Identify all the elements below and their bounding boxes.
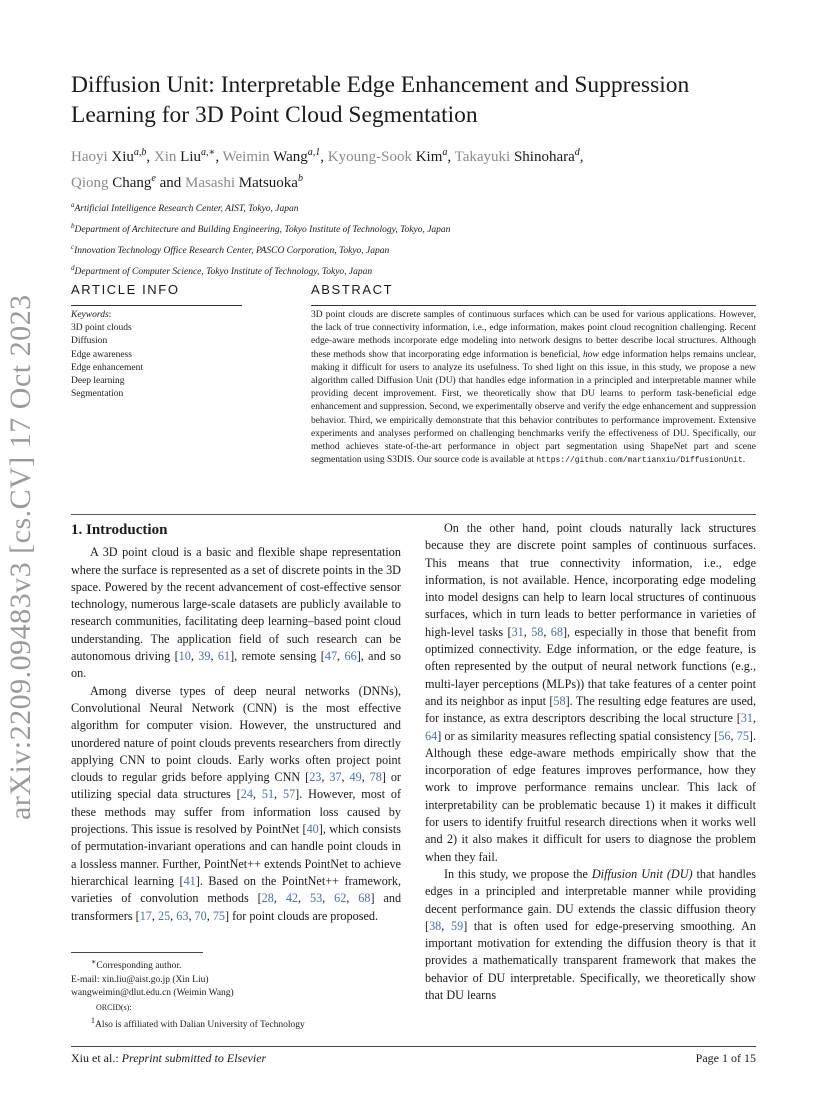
author-given-name: Kyoung-Sook bbox=[327, 149, 412, 165]
affiliation-text: Department of Architecture and Building Engineering, Tokyo Institute of Technology, Tokyo, Japan bbox=[74, 225, 451, 236]
abstract-emphasis: how bbox=[582, 349, 599, 360]
affiliation-text: Department of Computer Science, Tokyo Institute of Technology, Tokyo, Japan bbox=[74, 266, 373, 277]
citation-link[interactable]: 51 bbox=[261, 787, 275, 802]
citation-link[interactable]: 39 bbox=[198, 649, 211, 664]
keyword: Edge awareness bbox=[71, 349, 132, 360]
author-affiliation-mark: a,1 bbox=[307, 147, 321, 158]
paragraph: In this study, we propose the Diffusion Unit (DU) that handles edges in a principled and interpretable manner while providing decent performance gain. DU extends the classic diffusion theory [38, 59] that is often used for edge-preserving smoothing. An important motivation for extending the diffusion theory is that it provides a mathematically transparent framework that makes the behavior of DU interpretable. Specifically, we theoretically show that DU learns bbox=[425, 866, 757, 1003]
author bbox=[71, 149, 146, 165]
header-separator bbox=[71, 514, 756, 515]
author-family-name: Wang bbox=[273, 149, 308, 165]
corresponding-note: Corresponding author. bbox=[96, 961, 182, 972]
citation-link[interactable]: 47 bbox=[324, 649, 338, 664]
paper-title: Diffusion Unit: Interpretable Edge Enhancement and Suppression Learning for 3D Point Cloud Segmentation bbox=[71, 72, 690, 128]
author bbox=[223, 149, 321, 165]
author-and: and bbox=[159, 175, 182, 191]
author-family-name: Xiu bbox=[111, 149, 134, 165]
citation-link[interactable]: 23 bbox=[309, 770, 322, 785]
keywords-list bbox=[71, 322, 241, 401]
citation-link[interactable]: 17 bbox=[139, 908, 152, 923]
citation-link[interactable]: 10 bbox=[178, 649, 191, 664]
author bbox=[185, 175, 303, 191]
citation-link[interactable]: 53 bbox=[309, 891, 323, 906]
author-given-name: Qiong bbox=[71, 175, 109, 191]
abstract-rule bbox=[311, 305, 756, 306]
footnotes: ∗Corresponding author. E-mail: xin.liu@aist.go.jp (Xin Liu) wangweimin@dlut.edu.cn (Weimin Wang) ORCID(s): $^1$Also is affiliated with Dalian University of Technology bbox=[71, 955, 401, 1033]
citation-link[interactable]: 75 bbox=[736, 728, 749, 743]
author-given-name: Xin bbox=[153, 149, 177, 165]
citation-link[interactable]: 68 bbox=[358, 891, 371, 906]
citation-link[interactable]: 42 bbox=[285, 891, 298, 906]
keywords-block: Keywords: 3D point clouds Diffusion Edge awareness Edge enhancement Deep learning Segmentation bbox=[71, 309, 241, 401]
article-info-heading: ARTICLE INFO bbox=[71, 282, 180, 297]
emphasis: Diffusion Unit (DU) bbox=[591, 866, 693, 881]
orcid-label: ORCID(s): bbox=[96, 1002, 132, 1012]
citation-link[interactable]: 64 bbox=[425, 728, 438, 743]
arxiv-stamp: arXiv:2209.09483v3 [cs.CV] 17 Oct 2023 bbox=[4, 294, 37, 820]
citation-link[interactable]: 75 bbox=[212, 908, 226, 923]
affiliation-mark: a bbox=[71, 201, 75, 209]
right-column bbox=[425, 520, 756, 1004]
author-affiliation-mark: b bbox=[297, 173, 303, 184]
citation-link[interactable]: 63 bbox=[176, 908, 189, 923]
author-affiliation-mark: a bbox=[442, 147, 448, 158]
citation-link[interactable]: 70 bbox=[194, 908, 207, 923]
author bbox=[154, 149, 215, 165]
footer-left bbox=[71, 1051, 266, 1066]
citation-link[interactable]: 58 bbox=[531, 624, 544, 639]
author-given-name: Takayuki bbox=[454, 149, 511, 165]
author-affiliation-mark: a,∗ bbox=[201, 147, 216, 158]
footer-journal: Preprint submitted to Elsevier bbox=[121, 1051, 267, 1065]
citation-link[interactable]: 68 bbox=[550, 624, 563, 639]
keyword: Diffusion bbox=[71, 336, 108, 347]
paragraph: On the other hand, point clouds naturally lack structures because they are discrete point samples of continuous surfaces. This means that true connectivity information, i.e., edge information, is not available. Hence, incorporating edge modeling into model designs can help to learn local structures of continuous surfaces, which in turn leads to better performance in varieties of high-level tasks [31, 58, 68], especially in those that benefit from optimized connectivity. Edge information, or the edge feature, is often represented by the output of neural network functions (e.g., multi-layer perceptions (MLPs)) that take features of a center point and its neighbor as input [58]. The resulting edge features are used, for instance, as extra descriptors describing the local structure [31, 64] or as similarity measures reflecting spatial consistency [56, 75]. Although these edge-aware methods empirically show that the incorporation of edge features improves performance, how they work to improve performance remains unclear. This lack of interpretability can be problematic because 1) it makes it difficult for users to identify fruitful research directions when it works well and 2) it also makes it difficult for users to diagnose the problem when they fail. bbox=[425, 521, 757, 864]
author-family-name: Liu bbox=[180, 149, 202, 165]
citation-link[interactable]: 59 bbox=[451, 918, 464, 933]
email-xin-liu[interactable]: xin.liu@aist.go.jp (Xin Liu) bbox=[101, 974, 209, 985]
article-info-rule bbox=[71, 305, 242, 306]
keyword: Segmentation bbox=[71, 389, 124, 400]
email-label: E-mail: bbox=[71, 974, 100, 985]
affiliation-list bbox=[71, 197, 771, 280]
abstract-part-2: edge information helps remains unclear, making it difficult for users to analyze its usefulness. To shed light on this issue, in this study, we propose a new algorithm called Diffusion Unit (DU) that handles edge information in a principled and interpretable manner while providing decent improvement. First, we theoretically show that DU learns to perform task-beneficial edge enhancement and suppression. Second, we experimentally observe and verify the edge enhancement and suppression behavior. Third, we empirically demonstrate that this behavior contributes to performance improvement. Extensive experiments and analyses performed on challenging benchmarks verify the effectiveness of DU. Specifically, our method achieves state-of-the-art performance in object part segmentation using ShapeNet part and scene segmentation using S3DIS. Our source code is available at bbox=[311, 349, 757, 466]
abstract-part-1: 3D point clouds are discrete samples of continuous surfaces which can be used for various applications. However, the lack of true connectivity information, i.e., edge information, makes point cloud recognition challenging. Recent edge-aware methods incorporate edge modeling into network designs to better describe local structures. Although these methods show that incorporating edge information is beneficial, bbox=[311, 310, 756, 360]
author bbox=[328, 149, 448, 165]
citation-link[interactable]: 57 bbox=[282, 787, 296, 802]
citation-link[interactable]: 31 bbox=[511, 624, 524, 639]
citation-link[interactable]: 62 bbox=[334, 891, 347, 906]
citation-link[interactable]: 56 bbox=[718, 728, 731, 743]
affiliation-text: Artificial Intelligence Research Center, AIST, Tokyo, Japan bbox=[74, 204, 299, 215]
author-family-name: Shinohara bbox=[513, 149, 575, 165]
author-given-name: Weimin bbox=[222, 149, 270, 165]
page-number: Page 1 of 15 bbox=[695, 1051, 756, 1065]
footer-authors: Xiu et al.: bbox=[71, 1051, 119, 1065]
email-weimin-wang[interactable]: wangweimin@dlut.edu.cn (Weimin Wang) bbox=[71, 988, 234, 999]
affiliation-text: Innovation Technology Office Research Center, PASCO Corporation, Tokyo, Japan bbox=[74, 245, 390, 256]
footnote-rule bbox=[71, 952, 203, 953]
citation-link[interactable]: 25 bbox=[157, 908, 171, 923]
citation-link[interactable]: 38 bbox=[429, 918, 442, 933]
affiliation-mark: d bbox=[71, 263, 75, 272]
author-affiliation-mark: d bbox=[574, 147, 580, 158]
citation-link[interactable]: 58 bbox=[553, 693, 566, 708]
paragraph: A 3D point cloud is a basic and flexible shape representation where the surface is represented as a set of discrete points in the 3D space. Powered by the recent advancement of cost-effective sensor technology, numerous large-scale datasets are publicly available to research communities, facilitating deep learning–based point cloud understanding. The application field of such research can be autonomous driving [10, 39, 61], remote sensing [47, 66], and so on. bbox=[71, 545, 402, 681]
keyword: Deep learning bbox=[71, 376, 125, 387]
author-family-name: Kim bbox=[415, 149, 443, 165]
citation-link[interactable]: 31 bbox=[740, 711, 753, 726]
source-code-link[interactable]: https://github.com/martianxiu/DiffusionUnit bbox=[536, 456, 743, 466]
footer-rule bbox=[71, 1046, 756, 1047]
paragraph: Among diverse types of deep neural networks (DNNs), Convolutional Neural Network (CNN) is the most effective algorithm for computer vision. However, the unstructured and unordered nature of point clouds prevents researchers from directly applying CNN to point clouds. Early works often project point clouds to regular grids before applying CNN [23, 37, 49, 78] or utilizing special data structures [24, 51, 57]. However, most of these methods may suffer from information loss caused by projections. This issue is resolved by PointNet [40], which consists of permutation-invariant operations and can handle point clouds in a lossless manner. Further, PointNet++ extends PointNet to achieve hierarchical learning [41]. Based on the PointNet++ framework, varieties of convolution methods [28, 42, 53, 62, 68] and transformers [17, 25, 63, 70, 75] for point clouds are proposed. bbox=[71, 683, 402, 923]
abstract-heading: ABSTRACT bbox=[311, 282, 394, 297]
citation-link[interactable]: 28 bbox=[261, 891, 274, 906]
abstract-end: . bbox=[742, 455, 746, 466]
citation-link[interactable]: 66 bbox=[344, 649, 357, 664]
author-given-name: Masashi bbox=[185, 175, 236, 191]
citation-link[interactable]: 37 bbox=[329, 770, 342, 785]
affiliation bbox=[71, 218, 771, 239]
citation-link[interactable]: 61 bbox=[217, 649, 231, 664]
keyword: Edge enhancement bbox=[71, 362, 144, 373]
affiliation-footnote: Also is affiliated with Dalian University of Technology bbox=[94, 1020, 305, 1031]
author-list: Haoyi Xiu$^{a,b}$, Xin Liu$^{a,∗}$, Weimin Wang$^{a,1}$, Kyoung-Sook Kim$^a$, Takayuki Shinohara$^d$, Qiong Chang$^e$ and Masashi Matsuoka$^b$ bbox=[71, 147, 584, 191]
author-family-name: Matsuoka bbox=[238, 175, 298, 191]
author bbox=[71, 175, 156, 191]
citation-link[interactable]: 49 bbox=[349, 770, 362, 785]
affiliation-mark: c bbox=[71, 242, 75, 251]
citation-link[interactable]: 40 bbox=[306, 822, 319, 837]
citation-link[interactable]: 24 bbox=[240, 787, 253, 802]
keyword: 3D point clouds bbox=[71, 323, 132, 334]
affiliation bbox=[71, 239, 771, 260]
author bbox=[455, 149, 580, 165]
abstract-text bbox=[311, 309, 756, 467]
affiliation bbox=[71, 260, 771, 281]
keywords-label: Keywords bbox=[71, 310, 109, 320]
affiliation-mark: b bbox=[71, 221, 75, 230]
author-family-name: Chang bbox=[112, 175, 152, 191]
citation-link[interactable]: 41 bbox=[183, 873, 196, 888]
author-affiliation-mark: e bbox=[151, 173, 156, 184]
affiliation bbox=[71, 197, 771, 218]
author-affiliation-mark: a,b bbox=[133, 147, 147, 158]
citation-link[interactable]: 78 bbox=[369, 770, 382, 785]
section-heading-introduction: 1. Introduction bbox=[71, 522, 168, 538]
author-given-name: Haoyi bbox=[71, 149, 108, 165]
left-column bbox=[71, 522, 401, 925]
